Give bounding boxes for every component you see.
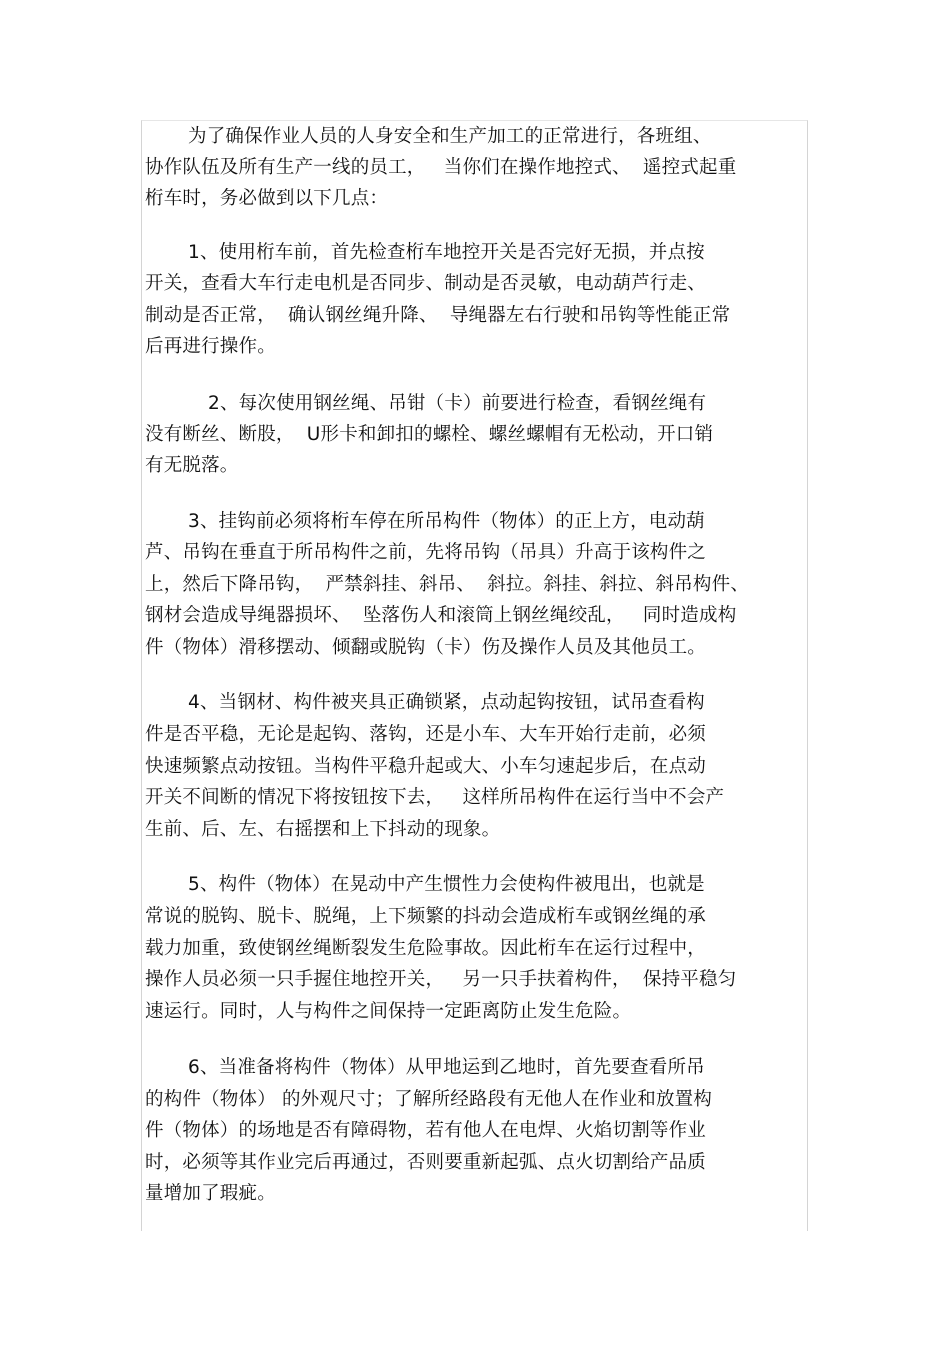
paragraph-line: 快速频繁点动按钮。当构件平稳升起或大、小车匀速起步后，在点动 [145,756,707,777]
paragraph-line: 5、构件（物体）在晃动中产生惯性力会使构件被甩出，也就是 [188,874,705,895]
paragraph-line: 常说的脱钩、脱卡、脱绳，上下频繁的抖动会造成桁车或钢丝绳的承 [145,906,707,927]
paragraph-line: 速运行。同时，人与构件之间保持一定距离防止发生危险。 [145,1001,632,1022]
paragraph-line: 件是否平稳，无论是起钩、落钩，还是小车、大车开始行走前，必须 [145,724,707,745]
paragraph-line: 件（物体）的场地是否有障碍物，若有他人在电焊、火焰切割等作业 [145,1120,707,1141]
paragraph-line: 生前、后、左、右摇摆和上下抖动的现象。 [145,819,501,840]
paragraph-line: 操作人员必须一只手握住地控开关， 另一只手扶着构件， 保持平稳匀 [145,969,737,990]
paragraph-line: 载力加重，致使钢丝绳断裂发生危险事故。因此桁车在运行过程中， [145,938,707,959]
paragraph-line: 制动是否正常， 确认钢丝绳升降、 导绳器左右行驶和吊钩等性能正常 [145,305,731,326]
paragraph-line: 为了确保作业人员的人身安全和生产加工的正常进行，各班组、 [188,126,712,147]
paragraph-line: 3、挂钩前必须将桁车停在所吊构件（物体）的正上方，电动葫 [188,511,705,532]
paragraph-line: 量增加了瑕疵。 [145,1183,276,1204]
paragraph-line: 4、当钢材、构件被夹具正确锁紧，点动起钩按钮，试吊查看构 [188,692,705,713]
paragraph-line: 2、每次使用钢丝绳、吊钳（卡）前要进行检查，看钢丝绳有 [208,393,707,414]
paragraph-line: 时，必须等其作业完后再通过，否则要重新起弧、点火切割给产品质 [145,1152,707,1173]
paragraph-line: 件（物体）滑移摆动、倾翻或脱钩（卡）伤及操作人员及其他员工。 [145,637,707,658]
paragraph-line: 6、当准备将构件（物体）从甲地运到乙地时，首先要查看所吊 [188,1057,705,1078]
paragraph-line: 上，然后下降吊钩， 严禁斜挂、斜吊、 斜拉。斜挂、斜拉、斜吊构件、 [145,574,750,595]
paragraph-line: 1、使用桁车前，首先检查桁车地控开关是否完好无损，并点按 [188,242,705,263]
paragraph-line: 开关，查看大车行走电机是否同步、制动是否灵敏，电动葫芦行走、 [145,273,707,294]
paragraph-line: 桁车时，务必做到以下几点： [145,188,389,209]
paragraph-line: 协作队伍及所有生产一线的员工， 当你们在操作地控式、 遥控式起重 [145,157,737,178]
paragraph-line: 开关不间断的情况下将按钮按下去， 这样所吊构件在运行当中不会产 [145,787,725,808]
paragraph-line: 后再进行操作。 [145,336,276,357]
paragraph-line: 有无脱落。 [145,455,239,476]
paragraph-line: 没有断丝、断股， U形卡和卸扣的螺栓、螺丝螺帽有无松动，开口销 [145,424,714,445]
paragraph-line: 芦、吊钩在垂直于所吊构件之前，先将吊钩（吊具）升高于该构件之 [145,542,707,563]
paragraph-line: 的构件（物体） 的外观尺寸；了解所经路段有无他人在作业和放置构 [145,1089,713,1110]
paragraph-line: 钢材会造成导绳器损坏、 坠落伤人和滚筒上钢丝绳绞乱， 同时造成构 [145,605,737,626]
